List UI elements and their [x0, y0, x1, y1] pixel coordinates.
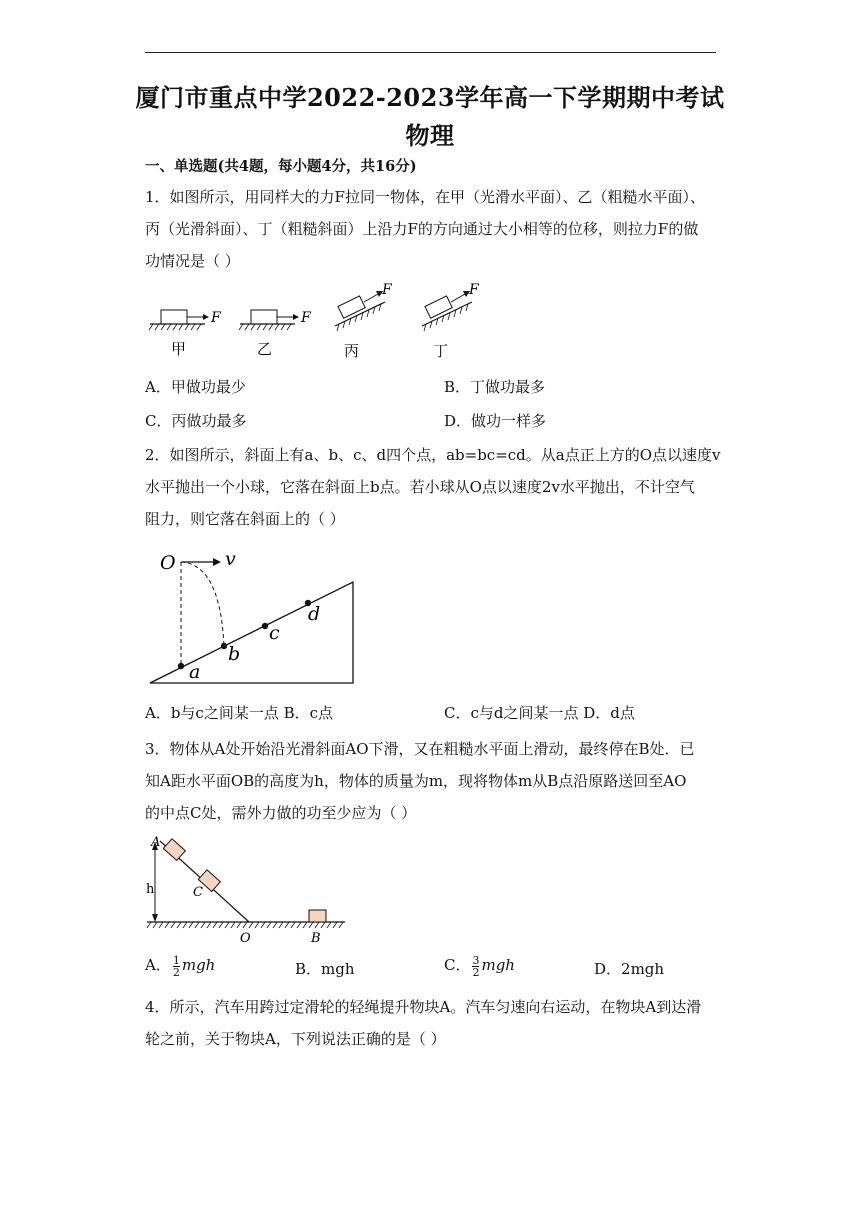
q2-option-cd[interactable]: C．c与d之间某一点 D．d点 — [444, 704, 635, 722]
q1-stem-line1: 1．如图所示，用同样大的力F拉同一物体，在甲（光滑水平面）、乙（粗糙水平面）、 — [145, 188, 705, 206]
label-d: d — [308, 603, 321, 625]
q3-figure — [145, 830, 365, 950]
fraction-three-halves — [472, 955, 479, 978]
q1-stem-line3: 功情况是（ ） — [145, 252, 240, 270]
label-c: c — [269, 622, 280, 644]
q2-stem-line1: 2．如图所示，斜面上有a、b、c、d四个点，ab=bc=cd。从a点正上方的O点以速度v — [145, 446, 721, 464]
q4-stem-line1: 4．所示，汽车用跨过定滑轮的轻绳提升物块A。汽车匀速向右运动，在物块A到达滑 — [145, 998, 702, 1016]
q3-option-c[interactable] — [444, 954, 515, 978]
q2-stem-line2: 水平抛出一个小球，它落在斜面上b点。若小球从O点以速度2v水平抛出，不计空气 — [145, 478, 695, 496]
q1-stem-line2: 丙（光滑斜面）、丁（粗糙斜面）上沿力F的方向通过大小相等的位移，则拉力F的做 — [145, 220, 699, 238]
fraction-half — [173, 955, 180, 978]
point-a — [178, 663, 184, 669]
figure-label-ding: 丁 — [433, 342, 449, 360]
label-o: O — [160, 552, 176, 574]
point-b — [221, 643, 227, 649]
figure-ding — [422, 282, 480, 360]
q3-option-d[interactable]: D．2mgh — [594, 960, 665, 978]
label-h: h — [146, 882, 155, 897]
q2-stem-line3: 阻力，则它落在斜面上的（ ） — [145, 510, 345, 528]
figure-label-jia: 甲 — [171, 340, 187, 358]
label-c: C — [193, 885, 203, 900]
q1-option-d[interactable]: D．做功一样多 — [444, 412, 547, 430]
figure-yi — [239, 310, 312, 358]
q2-figure — [145, 540, 365, 690]
exam-title: 厦门市重点中学2022-2023学年高一下学期期中考试 — [135, 83, 725, 112]
exam-subject: 物理 — [405, 121, 455, 150]
header-rule — [145, 52, 716, 53]
point-c — [262, 623, 268, 629]
option-prefix: A． — [145, 956, 171, 974]
option-expr: mgh — [181, 956, 216, 974]
figure-label-bing: 丙 — [344, 342, 360, 360]
q1-figure — [145, 284, 505, 364]
q2-option-ab[interactable]: A．b与c之间某一点 B．c点 — [145, 704, 334, 722]
q3-stem-line2: 知A距水平面OB的高度为h，物体的质量为m，现将物体m从B点沿原路送回至AO — [145, 772, 687, 790]
figure-label-yi: 乙 — [257, 340, 273, 358]
force-label: F — [211, 310, 221, 326]
label-b: B — [311, 931, 321, 946]
option-expr: mgh — [481, 956, 515, 974]
force-label: F — [469, 282, 479, 298]
force-label: F — [382, 282, 392, 298]
figure-bing — [335, 282, 393, 360]
label-o: O — [240, 931, 251, 946]
force-label: F — [301, 310, 311, 326]
q1-option-a[interactable]: A．甲做功最少 — [145, 378, 246, 396]
q3-stem-line3: 的中点C处，需外力做的功至少应为（ ） — [145, 804, 417, 822]
label-a: A — [151, 835, 161, 850]
block-at-b — [309, 910, 326, 922]
label-a: a — [189, 661, 201, 683]
figure-jia — [149, 310, 222, 358]
denominator: 2 — [172, 965, 180, 979]
numerator: 3 — [472, 953, 480, 967]
q1-option-b[interactable]: B．丁做功最多 — [444, 378, 546, 396]
numerator: 1 — [172, 953, 180, 967]
q4-stem-line2: 轮之前，关于物块A，下列说法正确的是（ ） — [145, 1030, 446, 1048]
q3-option-b[interactable]: B．mgh — [295, 960, 355, 978]
denominator: 2 — [472, 965, 480, 979]
label-b: b — [228, 643, 241, 665]
option-prefix: C． — [444, 956, 471, 974]
block-at-a — [163, 839, 185, 861]
section-heading: 一、单选题(共4题，每小题4分，共16分) — [145, 158, 417, 175]
trajectory — [181, 562, 224, 646]
q1-option-c[interactable]: C．丙做功最多 — [145, 412, 247, 430]
label-v: v — [225, 548, 236, 570]
q3-stem-line1: 3．物体从A处开始沿光滑斜面AO下滑，又在粗糙水平面上滑动，最终停在B处．已 — [145, 740, 695, 758]
q3-option-a[interactable] — [145, 954, 215, 978]
